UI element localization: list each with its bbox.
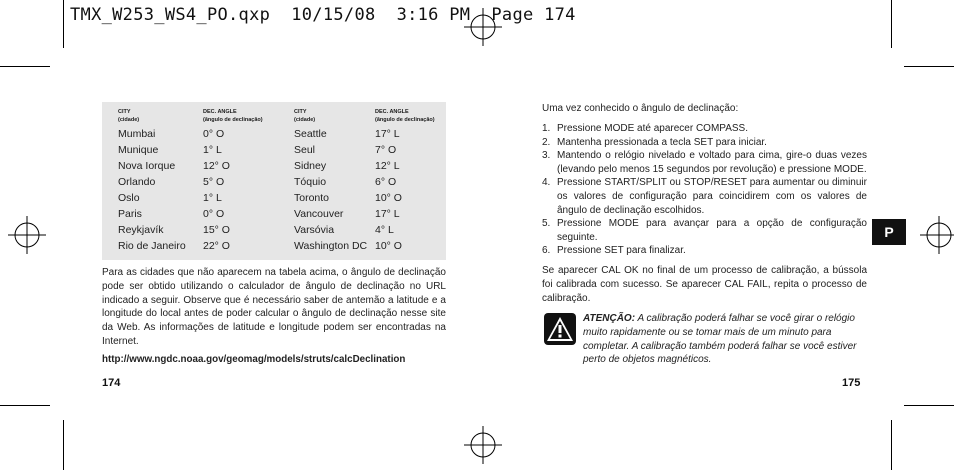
table-cell-angle: 15° O: [203, 224, 230, 236]
header-city-right: CITY (cidade): [294, 109, 316, 123]
table-cell-city: Toronto: [294, 192, 330, 204]
table-cell-angle: 1° L: [203, 144, 222, 156]
crop-mark-top-left-h: [0, 66, 50, 67]
table-cell-city: Varsóvia: [294, 224, 335, 236]
table-cell-angle: 0° O: [203, 128, 225, 140]
list-item: 5. Pressione MODE para avançar para a opção de configuração seguinte.: [542, 218, 867, 243]
header-angle-left: DEC. ANGLE (ângulo de declinação): [203, 109, 263, 123]
table-cell-angle: 7° O: [375, 144, 397, 156]
table-cell-city: Tóquio: [294, 176, 327, 188]
table-cell-city: Seattle: [294, 128, 327, 140]
table-cell-city: Nova Iorque: [118, 160, 176, 172]
crop-mark-bottom-right-h: [904, 405, 954, 406]
table-cell-city: Seul: [294, 144, 316, 156]
table-cell-city: Orlando: [118, 176, 156, 188]
table-cell-angle: 1° L: [203, 192, 222, 204]
list-item: 6. Pressione SET para finalizar.: [542, 245, 686, 257]
warning-body: A calibração poderá falhar se você girar o relógio muito rapidamente ou se tomar mais de um minuto para completar. A calibração também poderá falhar se você estiver perto de objetos magnéticos.: [583, 313, 857, 366]
crop-mark-bottom-right-v: [891, 420, 892, 470]
table-cell-angle: 10° O: [375, 240, 402, 252]
intro-text: Uma vez conhecido o ângulo de declinação:: [542, 103, 739, 114]
registration-mark-bottom-icon: [464, 426, 502, 464]
declination-url[interactable]: http://www.ngdc.noaa.gov/geomag/models/struts/calcDeclination: [102, 354, 406, 365]
header-angle-right: DEC. ANGLE (ângulo de declinação): [375, 109, 435, 123]
section-tab: P: [872, 219, 906, 245]
table-cell-city: Mumbai: [118, 128, 156, 140]
crop-mark-bottom-left-v: [63, 420, 64, 470]
table-cell-angle: 17° L: [375, 208, 400, 220]
registration-mark-right-icon: [920, 216, 954, 254]
table-cell-angle: 22° O: [203, 240, 230, 252]
table-cell-city: Vancouver: [294, 208, 344, 220]
steps-list: [542, 122, 867, 258]
page-number-left: 174: [102, 377, 121, 389]
table-cell-city: Paris: [118, 208, 142, 220]
table-cell-angle: 12° L: [375, 160, 400, 172]
registration-mark-top-icon: [464, 8, 502, 46]
list-item: 1. Pressione MODE até aparecer COMPASS.: [542, 123, 748, 134]
list-item: 3. Mantendo o relógio nivelado e voltado para cima, gire-o duas vezes (levando pelo menos 15 segundos por revolução) e pressione MODE.: [542, 150, 867, 175]
crop-mark-bottom-left-h: [0, 405, 50, 406]
crop-mark-top-right-v: [891, 0, 892, 48]
declination-paragraph: Para as cidades que não aparecem na tabela acima, o ângulo de declinação pode ser obtido utilizando o calculador de ângulo de declinação no URL indicado a seguir. Observe que é necessário saber de antemão a latitude e a longitude do local antes de poder calcular o ângulo de declinação nesse site da Web. As informações de latitude e longitude podem ser encontradas na Internet.: [102, 267, 446, 347]
declination-table: [102, 102, 446, 260]
table-cell-angle: 0° O: [203, 208, 225, 220]
table-cell-city: Sidney: [294, 160, 327, 172]
table-cell-angle: 6° O: [375, 176, 397, 188]
table-cell-city: Rio de Janeiro: [118, 240, 186, 252]
crop-mark-top-right-h: [904, 66, 954, 67]
table-cell-angle: 17° L: [375, 128, 400, 140]
table-cell-city: Reykjavík: [118, 224, 164, 236]
list-item: 2. Mantenha pressionada a tecla SET para iniciar.: [542, 136, 767, 148]
warning-triangle-icon: [544, 313, 576, 345]
table-cell-angle: 10° O: [375, 192, 402, 204]
list-item: 4. Pressione START/SPLIT ou STOP/RESET para aumentar ou diminuir os valores de configuração para coincidirem com os valores de ângulo de declinação escolhidos.: [542, 177, 867, 216]
table-cell-city: Washington DC: [294, 240, 368, 252]
warning-label: ATENÇÃO:: [583, 313, 636, 324]
header-city-left: CITY (cidade): [118, 109, 140, 123]
page-number-right: 175: [842, 377, 861, 389]
table-cell-city: Munique: [118, 144, 159, 156]
calibration-result-text: Se aparecer CAL OK no final de um processo de calibração, a bússola foi calibrada com sucesso. Se aparecer CAL FAIL, repita o processo de calibração.: [542, 265, 867, 304]
table-cell-city: Oslo: [118, 192, 140, 204]
slug-line: TMX_W253_WS4_PO.qxp 10/15/08 3:16 PM Page 174: [70, 5, 576, 25]
table-cell-angle: 4° L: [375, 224, 394, 236]
table-cell-angle: 12° O: [203, 160, 230, 172]
warning-text: [583, 312, 868, 367]
crop-mark-top-left-v: [63, 0, 64, 48]
registration-mark-left-icon: [8, 216, 46, 254]
table-cell-angle: 5° O: [203, 176, 225, 188]
